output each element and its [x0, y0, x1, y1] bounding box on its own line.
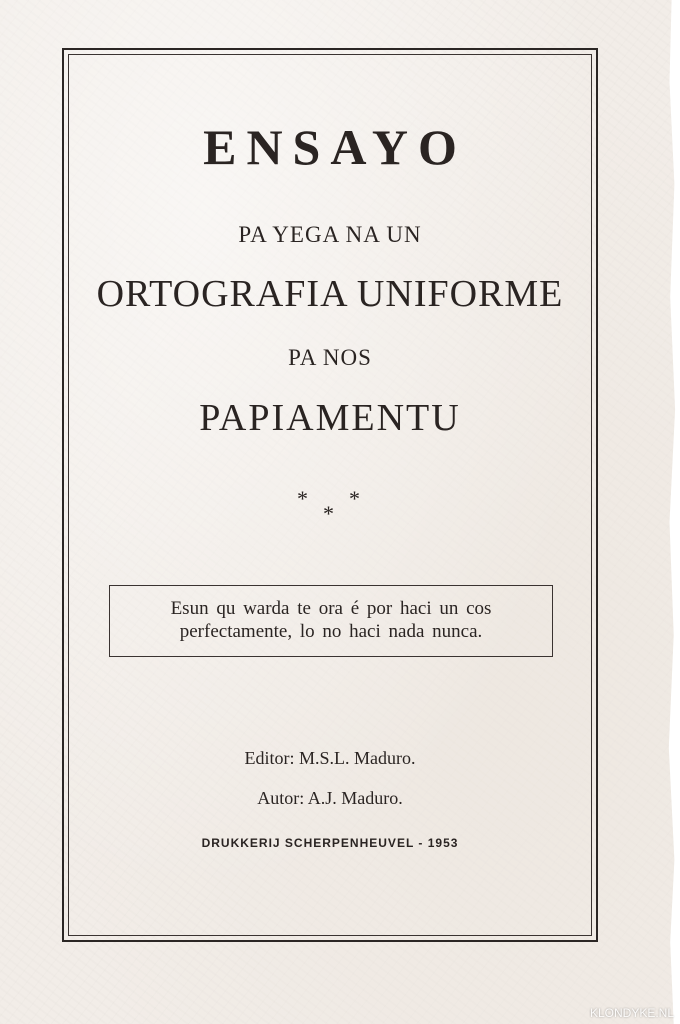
printer-imprint: DRUKKERIJ SCHERPENHEUVEL - 1953 [201, 836, 459, 850]
main-line-ortografia: ORTOGRAFIA UNIFORME [96, 273, 564, 315]
editor-credit: Editor: M.S.L. Maduro. [244, 748, 416, 768]
author-credit: Autor: A.J. Maduro. [257, 788, 403, 808]
subtitle-pa-yega: PA YEGA NA UN [238, 222, 422, 247]
cover-title: ENSAYO [203, 119, 467, 175]
epigraph-line-2: perfectamente, lo no haci nada nunca. [179, 621, 483, 642]
main-line-papiamentu: PAPIAMENTU [199, 397, 461, 439]
subtitle-pa-nos: PA NOS [288, 345, 372, 370]
epigraph-line-1: Esun qu warda te ora é por haci un cos [170, 598, 492, 619]
asterisk-icon: * [349, 486, 360, 511]
watermark-logo: KLONDYKE.NL [589, 1006, 674, 1020]
asterisk-icon: * [323, 501, 334, 526]
asterisk-icon: * [297, 486, 308, 511]
